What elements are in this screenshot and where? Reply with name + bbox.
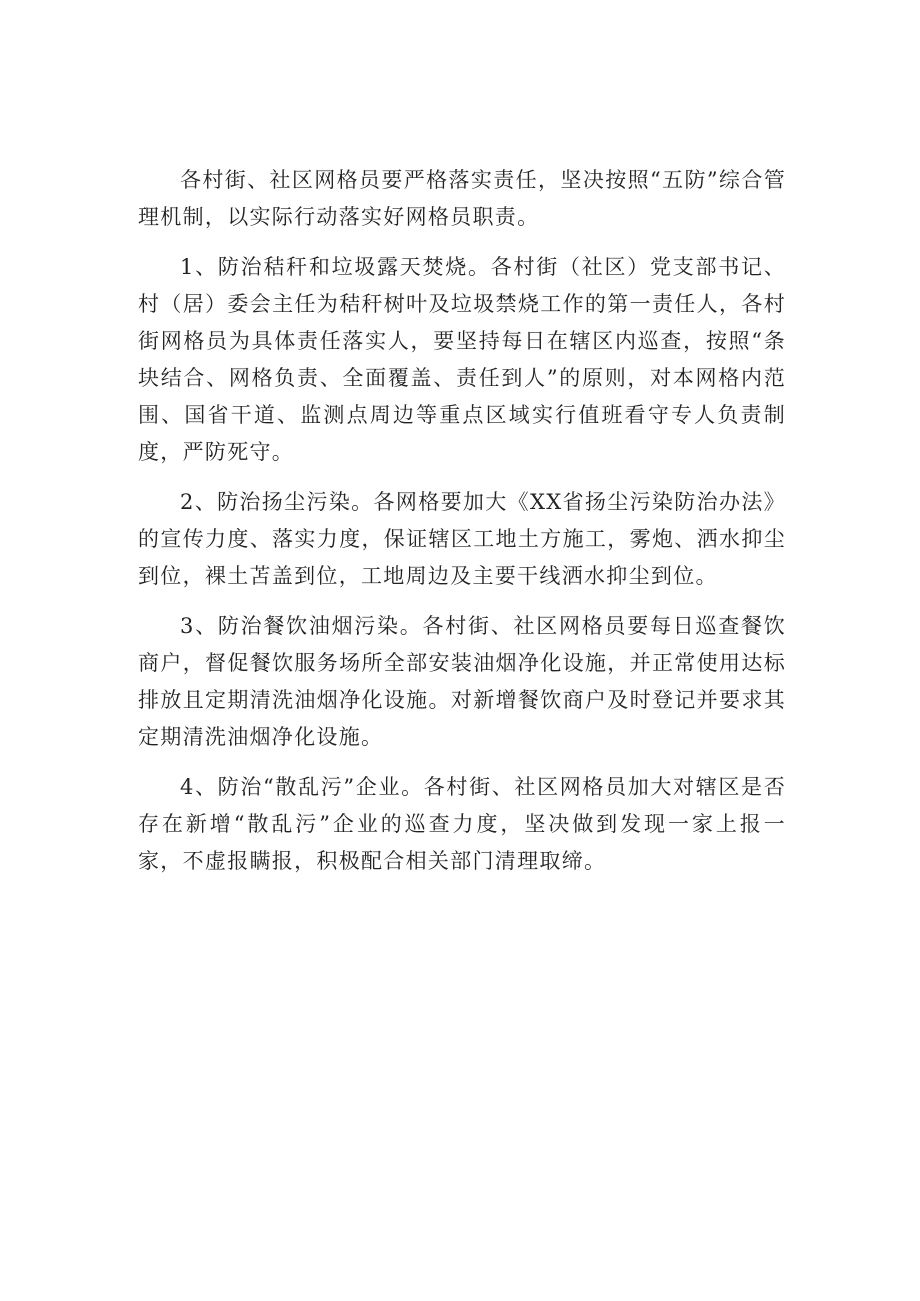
paragraph-cooking-fumes: 3、防治餐饮油烟污染。各村街、社区网格员要每日巡查餐饮商户，督促餐饮服务场所全部安装油烟净化设施，并正常使用达标排放且定期清洗油烟净化设施。对新增餐饮商户及时登记并要求其定期清洗油烟净化设施。 <box>138 614 786 749</box>
paragraph-straw-burning: 1、防治秸秆和垃圾露天焚烧。各村街（社区）党支部书记、村（居）委会主任为秸秆树叶及垃圾禁烧工作的第一责任人，各村街网格员为具体责任落实人，要坚持每日在辖区内巡查，按照“条块结合、网格负责、全面覆盖、责任到人”的原则，对本网格内范围、国省干道、监测点周边等重点区域实行值班看守专人负责制度，严防死守。 <box>138 255 786 464</box>
document-body <box>138 162 786 893</box>
intro-paragraph: 各村街、社区网格员要严格落实责任，坚决按照“五防”综合管理机制，以实际行动落实好网格员职责。 <box>138 168 786 229</box>
paragraph-scattered-enterprises: 4、防治“散乱污”企业。各村街、社区网格员加大对辖区是否存在新增“散乱污”企业的巡查力度，坚决做到发现一家上报一家，不虚报瞒报，积极配合相关部门清理取缔。 <box>138 775 786 873</box>
paragraph-dust-pollution: 2、防治扬尘污染。各网格要加大《XX省扬尘污染防治办法》的宣传力度、落实力度，保证辖区工地土方施工，雾炮、洒水抑尘到位，裸土苫盖到位，工地周边及主要干线洒水抑尘到位。 <box>138 490 786 588</box>
